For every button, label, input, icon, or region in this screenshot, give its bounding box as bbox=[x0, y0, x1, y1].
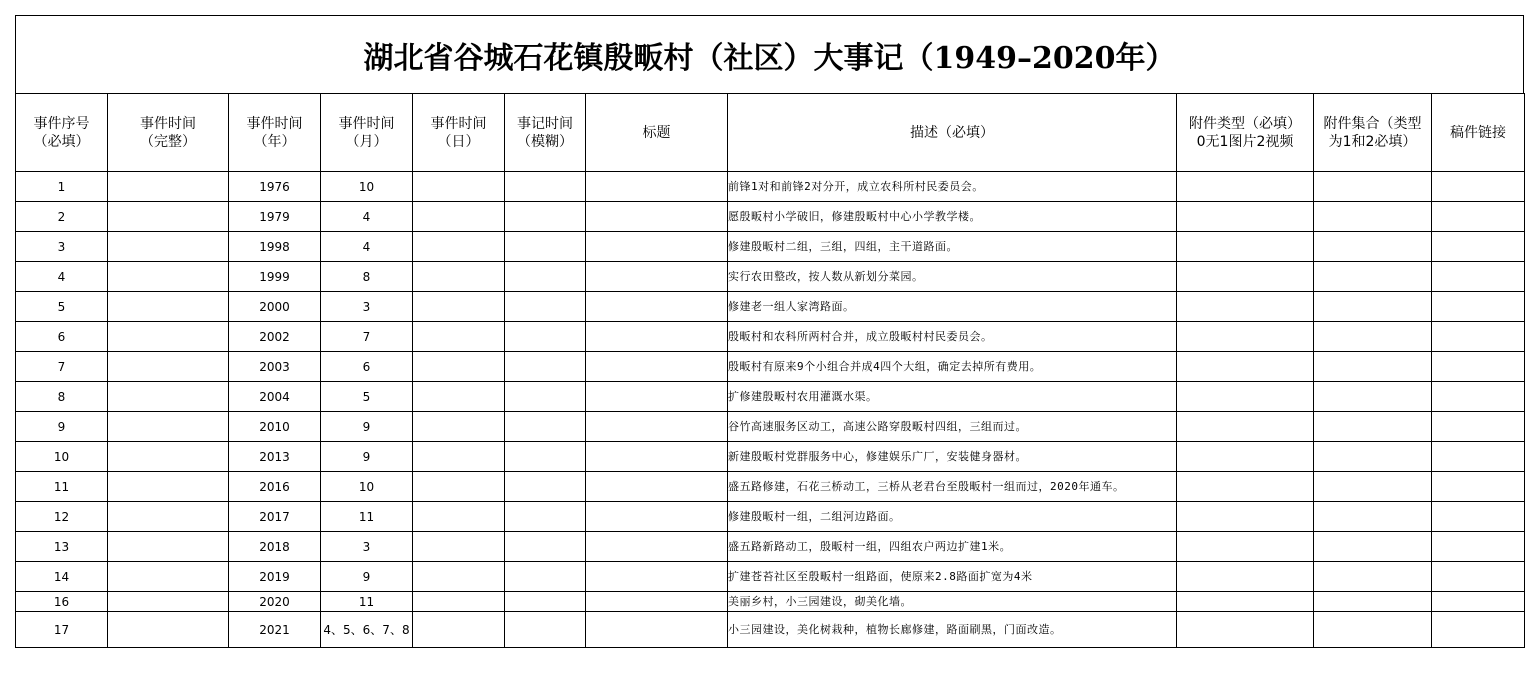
cell-article-link[interactable] bbox=[1432, 202, 1525, 232]
cell-time-month[interactable]: 8 bbox=[321, 262, 413, 292]
header-description[interactable]: 描述（必填） bbox=[728, 94, 1177, 172]
cell-time-year[interactable]: 2019 bbox=[229, 562, 321, 592]
cell-attachment-type[interactable] bbox=[1177, 352, 1314, 382]
cell-attachment-set[interactable] bbox=[1314, 292, 1432, 322]
cell-attachment-type[interactable] bbox=[1177, 442, 1314, 472]
cell-event-no[interactable]: 4 bbox=[16, 262, 108, 292]
cell-article-link[interactable] bbox=[1432, 262, 1525, 292]
cell-time-day[interactable] bbox=[413, 262, 505, 292]
cell-time-year[interactable]: 2021 bbox=[229, 612, 321, 648]
cell-event-no[interactable]: 13 bbox=[16, 532, 108, 562]
table-row bbox=[16, 562, 1525, 592]
cell-attachment-type[interactable] bbox=[1177, 262, 1314, 292]
cell-time-fuzzy[interactable] bbox=[505, 202, 586, 232]
cell-attachment-type[interactable] bbox=[1177, 172, 1314, 202]
cell-time-full[interactable] bbox=[108, 562, 229, 592]
cell-description[interactable]: 小三园建设，美化树栽种，植物长廊修建，路面刷黑，门面改造。 bbox=[728, 612, 1177, 648]
cell-event-no[interactable]: 11 bbox=[16, 472, 108, 502]
cell-title[interactable] bbox=[586, 262, 728, 292]
cell-time-day[interactable] bbox=[413, 612, 505, 648]
table-row bbox=[16, 502, 1525, 532]
cell-event-no[interactable]: 2 bbox=[16, 202, 108, 232]
cell-attachment-type[interactable] bbox=[1177, 502, 1314, 532]
cell-time-full[interactable] bbox=[108, 612, 229, 648]
cell-event-no[interactable]: 9 bbox=[16, 412, 108, 442]
cell-attachment-set[interactable] bbox=[1314, 562, 1432, 592]
events-table bbox=[15, 93, 1525, 648]
cell-time-day[interactable] bbox=[413, 232, 505, 262]
cell-time-full[interactable] bbox=[108, 502, 229, 532]
header-time-day[interactable]: 事件时间 （日） bbox=[413, 94, 505, 172]
cell-time-day[interactable] bbox=[413, 172, 505, 202]
title-cell[interactable] bbox=[15, 15, 1524, 93]
cell-title[interactable] bbox=[586, 412, 728, 442]
page-title: 湖北省谷城石花镇殷畈村（社区）大事记（1949–2020年） bbox=[363, 40, 1176, 76]
cell-description[interactable]: 谷竹高速服务区动工，高速公路穿殷畈村四组，三组而过。 bbox=[728, 412, 1177, 442]
cell-description[interactable]: 美丽乡村，小三园建设，砌美化墙。 bbox=[728, 592, 1177, 612]
cell-time-year[interactable]: 2004 bbox=[229, 382, 321, 412]
cell-time-fuzzy[interactable] bbox=[505, 232, 586, 262]
cell-time-month[interactable]: 10 bbox=[321, 172, 413, 202]
table-row bbox=[16, 472, 1525, 502]
cell-time-day[interactable] bbox=[413, 412, 505, 442]
cell-time-full[interactable] bbox=[108, 442, 229, 472]
table-row bbox=[16, 202, 1525, 232]
cell-title[interactable] bbox=[586, 322, 728, 352]
cell-time-month[interactable]: 10 bbox=[321, 472, 413, 502]
cell-time-day[interactable] bbox=[413, 562, 505, 592]
cell-article-link[interactable] bbox=[1432, 612, 1525, 648]
cell-time-full[interactable] bbox=[108, 292, 229, 322]
cell-time-day[interactable] bbox=[413, 352, 505, 382]
cell-description[interactable]: 修建殷畈村二组，三组，四组，主干道路面。 bbox=[728, 232, 1177, 262]
cell-attachment-type[interactable] bbox=[1177, 562, 1314, 592]
cell-attachment-set[interactable] bbox=[1314, 502, 1432, 532]
cell-attachment-type[interactable] bbox=[1177, 382, 1314, 412]
cell-time-fuzzy[interactable] bbox=[505, 412, 586, 442]
cell-time-full[interactable] bbox=[108, 472, 229, 502]
cell-article-link[interactable] bbox=[1432, 292, 1525, 322]
cell-title[interactable] bbox=[586, 352, 728, 382]
cell-title[interactable] bbox=[586, 532, 728, 562]
cell-title[interactable] bbox=[586, 592, 728, 612]
cell-attachment-type[interactable] bbox=[1177, 322, 1314, 352]
cell-title[interactable] bbox=[586, 232, 728, 262]
cell-attachment-type[interactable] bbox=[1177, 412, 1314, 442]
cell-time-year[interactable]: 2017 bbox=[229, 502, 321, 532]
cell-time-year[interactable]: 2002 bbox=[229, 322, 321, 352]
cell-attachment-set[interactable] bbox=[1314, 472, 1432, 502]
cell-time-day[interactable] bbox=[413, 292, 505, 322]
cell-article-link[interactable] bbox=[1432, 352, 1525, 382]
cell-time-day[interactable] bbox=[413, 532, 505, 562]
cell-time-year[interactable]: 2018 bbox=[229, 532, 321, 562]
cell-time-full[interactable] bbox=[108, 412, 229, 442]
cell-title[interactable] bbox=[586, 202, 728, 232]
cell-description[interactable]: 修建老一组人家湾路面。 bbox=[728, 292, 1177, 322]
cell-attachment-set[interactable] bbox=[1314, 592, 1432, 612]
cell-description[interactable]: 盛五路新路动工，殷畈村一组，四组农户两边扩建1米。 bbox=[728, 532, 1177, 562]
table-row bbox=[16, 172, 1525, 202]
header-title[interactable]: 标题 bbox=[586, 94, 728, 172]
cell-time-fuzzy[interactable] bbox=[505, 172, 586, 202]
cell-event-no[interactable]: 3 bbox=[16, 232, 108, 262]
table-row bbox=[16, 232, 1525, 262]
cell-time-month[interactable]: 4 bbox=[321, 232, 413, 262]
cell-title[interactable] bbox=[586, 382, 728, 412]
cell-description[interactable]: 实行农田整改，按人数从新划分菜园。 bbox=[728, 262, 1177, 292]
header-row bbox=[16, 94, 1525, 172]
table-row bbox=[16, 442, 1525, 472]
cell-description[interactable]: 愿殷畈村小学破旧，修建殷畈村中心小学教学楼。 bbox=[728, 202, 1177, 232]
table-row bbox=[16, 612, 1525, 648]
cell-time-full[interactable] bbox=[108, 232, 229, 262]
table-row bbox=[16, 532, 1525, 562]
cell-time-month[interactable]: 9 bbox=[321, 412, 413, 442]
cell-article-link[interactable] bbox=[1432, 412, 1525, 442]
cell-event-no[interactable]: 1 bbox=[16, 172, 108, 202]
cell-title[interactable] bbox=[586, 562, 728, 592]
cell-time-month[interactable]: 11 bbox=[321, 502, 413, 532]
cell-time-year[interactable]: 2020 bbox=[229, 592, 321, 612]
cell-description[interactable]: 新建殷畈村党群服务中心，修建娱乐广厂，安装健身器材。 bbox=[728, 442, 1177, 472]
cell-time-fuzzy[interactable] bbox=[505, 292, 586, 322]
header-time-month[interactable]: 事件时间 （月） bbox=[321, 94, 413, 172]
cell-time-year[interactable]: 2003 bbox=[229, 352, 321, 382]
cell-time-month[interactable]: 5 bbox=[321, 382, 413, 412]
header-attachment-set[interactable]: 附件集合（类型 为1和2必填） bbox=[1314, 94, 1432, 172]
header-attachment-type[interactable]: 附件类型（必填） 0无1图片2视频 bbox=[1177, 94, 1314, 172]
cell-attachment-type[interactable] bbox=[1177, 612, 1314, 648]
header-time-fuzzy[interactable]: 事记时间 （模糊） bbox=[505, 94, 586, 172]
cell-time-year[interactable]: 2013 bbox=[229, 442, 321, 472]
cell-event-no[interactable]: 12 bbox=[16, 502, 108, 532]
cell-time-month[interactable]: 6 bbox=[321, 352, 413, 382]
header-time-year[interactable]: 事件时间 （年） bbox=[229, 94, 321, 172]
cell-time-month[interactable]: 9 bbox=[321, 442, 413, 472]
table-row bbox=[16, 412, 1525, 442]
cell-time-year[interactable]: 2010 bbox=[229, 412, 321, 442]
cell-time-year[interactable]: 1999 bbox=[229, 262, 321, 292]
cell-event-no[interactable]: 6 bbox=[16, 322, 108, 352]
cell-time-month[interactable]: 4、5、6、7、8 bbox=[321, 612, 413, 648]
cell-time-fuzzy[interactable] bbox=[505, 502, 586, 532]
cell-title[interactable] bbox=[586, 612, 728, 648]
cell-time-fuzzy[interactable] bbox=[505, 532, 586, 562]
cell-time-day[interactable] bbox=[413, 382, 505, 412]
cell-title[interactable] bbox=[586, 172, 728, 202]
cell-description[interactable]: 前锋1对和前锋2对分开，成立农科所村民委员会。 bbox=[728, 172, 1177, 202]
cell-attachment-set[interactable] bbox=[1314, 172, 1432, 202]
cell-attachment-set[interactable] bbox=[1314, 442, 1432, 472]
cell-time-full[interactable] bbox=[108, 532, 229, 562]
cell-article-link[interactable] bbox=[1432, 502, 1525, 532]
cell-time-full[interactable] bbox=[108, 592, 229, 612]
cell-time-year[interactable]: 1976 bbox=[229, 172, 321, 202]
cell-time-fuzzy[interactable] bbox=[505, 612, 586, 648]
cell-article-link[interactable] bbox=[1432, 232, 1525, 262]
cell-event-no[interactable]: 16 bbox=[16, 592, 108, 612]
cell-time-fuzzy[interactable] bbox=[505, 562, 586, 592]
cell-time-year[interactable]: 1979 bbox=[229, 202, 321, 232]
cell-event-no[interactable]: 8 bbox=[16, 382, 108, 412]
table-row bbox=[16, 352, 1525, 382]
cell-time-full[interactable] bbox=[108, 172, 229, 202]
cell-attachment-set[interactable] bbox=[1314, 532, 1432, 562]
cell-event-no[interactable]: 5 bbox=[16, 292, 108, 322]
cell-time-year[interactable]: 1998 bbox=[229, 232, 321, 262]
cell-description[interactable]: 扩建苍苔社区至殷畈村一组路面，使原来2.8路面扩宽为4米 bbox=[728, 562, 1177, 592]
cell-attachment-set[interactable] bbox=[1314, 412, 1432, 442]
cell-attachment-set[interactable] bbox=[1314, 382, 1432, 412]
cell-event-no[interactable]: 17 bbox=[16, 612, 108, 648]
cell-description[interactable]: 盛五路修建，石花三桥动工，三桥从老君台至殷畈村一组而过，2020年通车。 bbox=[728, 472, 1177, 502]
cell-article-link[interactable] bbox=[1432, 592, 1525, 612]
cell-attachment-type[interactable] bbox=[1177, 202, 1314, 232]
header-article-link[interactable]: 稿件链接 bbox=[1432, 94, 1525, 172]
cell-article-link[interactable] bbox=[1432, 562, 1525, 592]
cell-description[interactable]: 修建殷畈村一组，二组河边路面。 bbox=[728, 502, 1177, 532]
cell-time-fuzzy[interactable] bbox=[505, 442, 586, 472]
table-row bbox=[16, 382, 1525, 412]
cell-time-fuzzy[interactable] bbox=[505, 382, 586, 412]
cell-time-fuzzy[interactable] bbox=[505, 592, 586, 612]
cell-article-link[interactable] bbox=[1432, 172, 1525, 202]
cell-time-year[interactable]: 2000 bbox=[229, 292, 321, 322]
cell-title[interactable] bbox=[586, 502, 728, 532]
cell-attachment-set[interactable] bbox=[1314, 262, 1432, 292]
cell-event-no[interactable]: 7 bbox=[16, 352, 108, 382]
cell-title[interactable] bbox=[586, 472, 728, 502]
table-row bbox=[16, 322, 1525, 352]
cell-time-day[interactable] bbox=[413, 322, 505, 352]
cell-time-month[interactable]: 3 bbox=[321, 532, 413, 562]
cell-time-full[interactable] bbox=[108, 322, 229, 352]
cell-article-link[interactable] bbox=[1432, 322, 1525, 352]
cell-attachment-set[interactable] bbox=[1314, 202, 1432, 232]
cell-title[interactable] bbox=[586, 442, 728, 472]
table-row bbox=[16, 262, 1525, 292]
cell-attachment-set[interactable] bbox=[1314, 322, 1432, 352]
cell-time-fuzzy[interactable] bbox=[505, 472, 586, 502]
header-event-no[interactable]: 事件序号 （必填） bbox=[16, 94, 108, 172]
cell-attachment-type[interactable] bbox=[1177, 592, 1314, 612]
cell-time-fuzzy[interactable] bbox=[505, 352, 586, 382]
cell-description[interactable]: 殷畈村有原来9个小组合并成4四个大组，确定去掉所有费用。 bbox=[728, 352, 1177, 382]
cell-time-day[interactable] bbox=[413, 502, 505, 532]
cell-time-month[interactable]: 4 bbox=[321, 202, 413, 232]
cell-time-full[interactable] bbox=[108, 262, 229, 292]
cell-time-day[interactable] bbox=[413, 592, 505, 612]
cell-attachment-type[interactable] bbox=[1177, 532, 1314, 562]
cell-title[interactable] bbox=[586, 292, 728, 322]
cell-time-day[interactable] bbox=[413, 442, 505, 472]
cell-attachment-set[interactable] bbox=[1314, 232, 1432, 262]
table-row bbox=[16, 592, 1525, 612]
cell-time-fuzzy[interactable] bbox=[505, 322, 586, 352]
cell-time-year[interactable]: 2016 bbox=[229, 472, 321, 502]
cell-time-month[interactable]: 3 bbox=[321, 292, 413, 322]
table-row bbox=[16, 292, 1525, 322]
cell-attachment-type[interactable] bbox=[1177, 472, 1314, 502]
cell-attachment-set[interactable] bbox=[1314, 612, 1432, 648]
cell-attachment-set[interactable] bbox=[1314, 352, 1432, 382]
cell-time-full[interactable] bbox=[108, 202, 229, 232]
cell-time-month[interactable]: 11 bbox=[321, 592, 413, 612]
cell-time-day[interactable] bbox=[413, 472, 505, 502]
cell-attachment-type[interactable] bbox=[1177, 292, 1314, 322]
cell-time-full[interactable] bbox=[108, 352, 229, 382]
cell-article-link[interactable] bbox=[1432, 472, 1525, 502]
cell-article-link[interactable] bbox=[1432, 382, 1525, 412]
cell-time-month[interactable]: 7 bbox=[321, 322, 413, 352]
cell-description[interactable]: 殷畈村和农科所两村合并，成立殷畈村村民委员会。 bbox=[728, 322, 1177, 352]
cell-description[interactable]: 扩修建殷畈村农用灌溉水渠。 bbox=[728, 382, 1177, 412]
cell-time-day[interactable] bbox=[413, 202, 505, 232]
header-time-full[interactable]: 事件时间 （完整） bbox=[108, 94, 229, 172]
cell-article-link[interactable] bbox=[1432, 532, 1525, 562]
cell-time-month[interactable]: 9 bbox=[321, 562, 413, 592]
cell-article-link[interactable] bbox=[1432, 442, 1525, 472]
cell-event-no[interactable]: 14 bbox=[16, 562, 108, 592]
cell-event-no[interactable]: 10 bbox=[16, 442, 108, 472]
cell-attachment-type[interactable] bbox=[1177, 232, 1314, 262]
cell-time-fuzzy[interactable] bbox=[505, 262, 586, 292]
cell-time-full[interactable] bbox=[108, 382, 229, 412]
